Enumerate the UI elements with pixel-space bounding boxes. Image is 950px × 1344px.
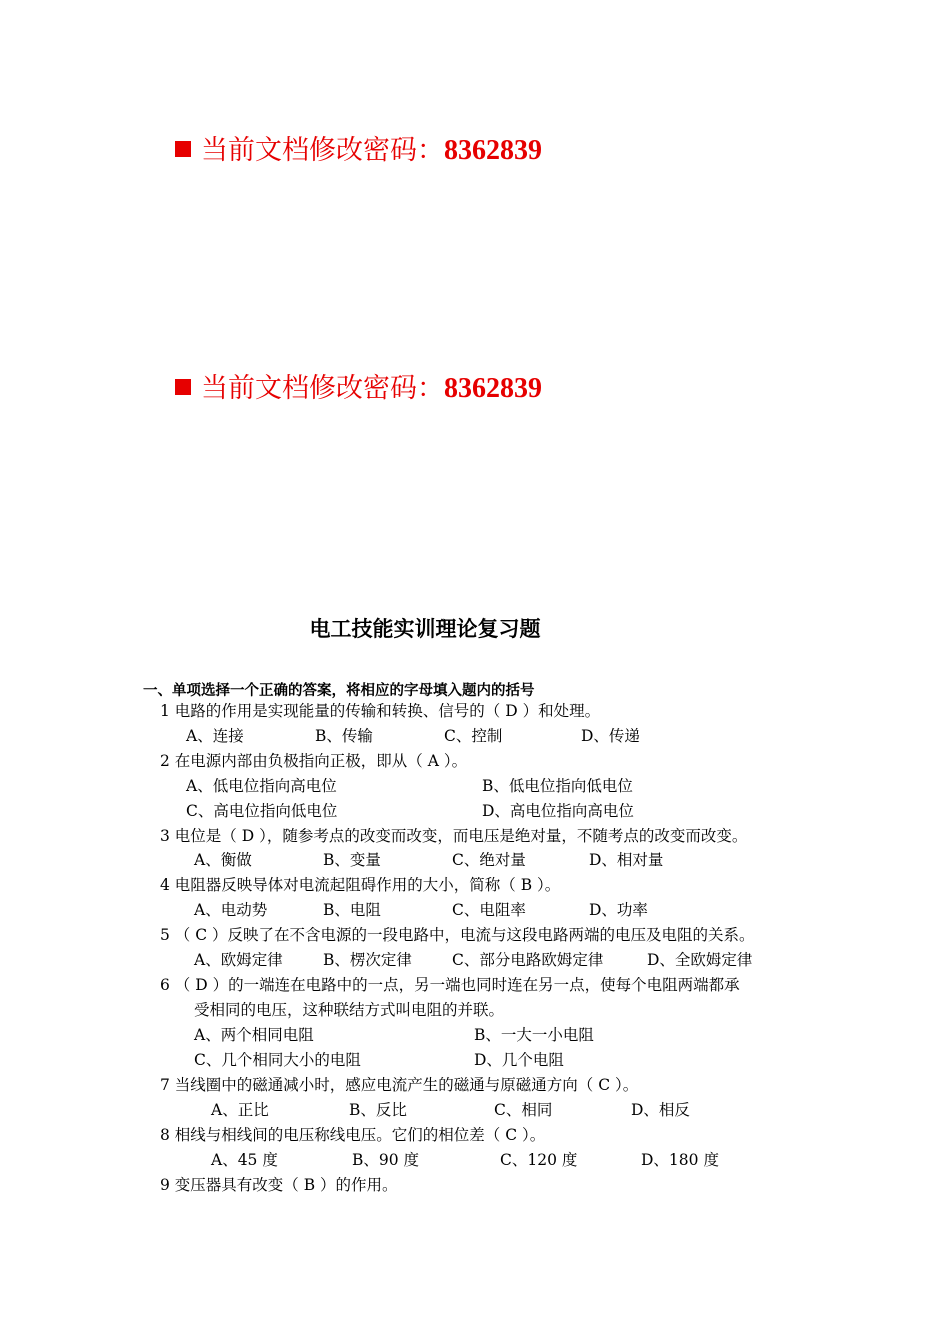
- option-a: A、连接: [186, 727, 244, 745]
- option-a: A、正比: [211, 1101, 269, 1119]
- option-d: D、180 度: [641, 1151, 719, 1169]
- option-b: B、楞次定律: [323, 951, 412, 969]
- question-7: 7 当线圈中的磁通减小时，感应电流产生的磁通与原磁通方向（ C ）。: [160, 1076, 639, 1094]
- option-c: C、相同: [494, 1101, 553, 1119]
- option-a: A、衡做: [194, 851, 252, 869]
- question-1: 1 电路的作用是实现能量的传输和转换、信号的（ D ）和处理。: [160, 702, 601, 720]
- option-b: B、电阻: [323, 901, 381, 919]
- banner-code: 8362839: [444, 373, 542, 404]
- question-2: 2 在电源内部由负极指向正极，即从（ A ）。: [160, 752, 468, 770]
- option-c: C、电阻率: [452, 901, 526, 919]
- section-heading: 一、单项选择一个正确的答案，将相应的字母填入题内的括号: [143, 683, 535, 699]
- option-d: D、功率: [589, 901, 648, 919]
- question-4: 4 电阻器反映导体对电流起阻碍作用的大小，简称（ B ）。: [160, 876, 561, 894]
- document-title: 电工技能实训理论复习题: [309, 617, 541, 641]
- option-b: B、变量: [323, 851, 381, 869]
- square-bullet-icon: [175, 379, 191, 395]
- banner-label: 当前文档修改密码：: [201, 373, 444, 404]
- option-d: D、传递: [581, 727, 640, 745]
- question-6-continued: 受相同的电压，这种联结方式叫电阻的并联。: [194, 1001, 505, 1019]
- option-b: B、90 度: [352, 1151, 420, 1169]
- option-c: C、120 度: [500, 1151, 578, 1169]
- option-b: B、反比: [349, 1101, 407, 1119]
- question-6: 6 （ D ）的一端连在电路中的一点，另一端也同时连在另一点，使每个电阻两端都承: [160, 976, 740, 994]
- question-5: 5 （ C ）反映了在不含电源的一段电路中，电流与这段电路两端的电压及电阻的关系。: [160, 926, 755, 944]
- question-3: 3 电位是（ D ），随参考点的改变而改变，而电压是绝对量，不随考点的改变而改变。: [160, 827, 748, 845]
- option-c: C、控制: [444, 727, 503, 745]
- option-c: C、部分电路欧姆定律: [452, 951, 604, 969]
- option-b: B、低电位指向低电位: [482, 777, 633, 795]
- password-banner-1: [175, 137, 542, 165]
- option-a: A、45 度: [211, 1151, 278, 1169]
- option-a: A、欧姆定律: [194, 951, 283, 969]
- option-c: C、几个相同大小的电阻: [194, 1051, 361, 1069]
- banner-code: 8362839: [444, 135, 542, 166]
- option-d: D、几个电阻: [474, 1051, 564, 1069]
- banner-label: 当前文档修改密码：: [201, 135, 444, 166]
- option-d: D、全欧姆定律: [647, 951, 753, 969]
- option-c: C、高电位指向低电位: [186, 802, 338, 820]
- option-a: A、两个相同电阻: [194, 1026, 314, 1044]
- option-d: D、高电位指向高电位: [482, 802, 634, 820]
- question-8: 8 相线与相线间的电压称线电压。它们的相位差（ C ）。: [160, 1126, 546, 1144]
- option-d: D、相反: [631, 1101, 690, 1119]
- option-d: D、相对量: [589, 851, 664, 869]
- password-banner-2: [175, 375, 542, 403]
- question-9: 9 变压器具有改变（ B ）的作用。: [160, 1176, 398, 1194]
- option-c: C、绝对量: [452, 851, 526, 869]
- option-b: B、一大一小电阻: [474, 1026, 594, 1044]
- option-a: A、低电位指向高电位: [186, 777, 337, 795]
- option-a: A、电动势: [194, 901, 268, 919]
- option-b: B、传输: [315, 727, 373, 745]
- square-bullet-icon: [175, 141, 191, 157]
